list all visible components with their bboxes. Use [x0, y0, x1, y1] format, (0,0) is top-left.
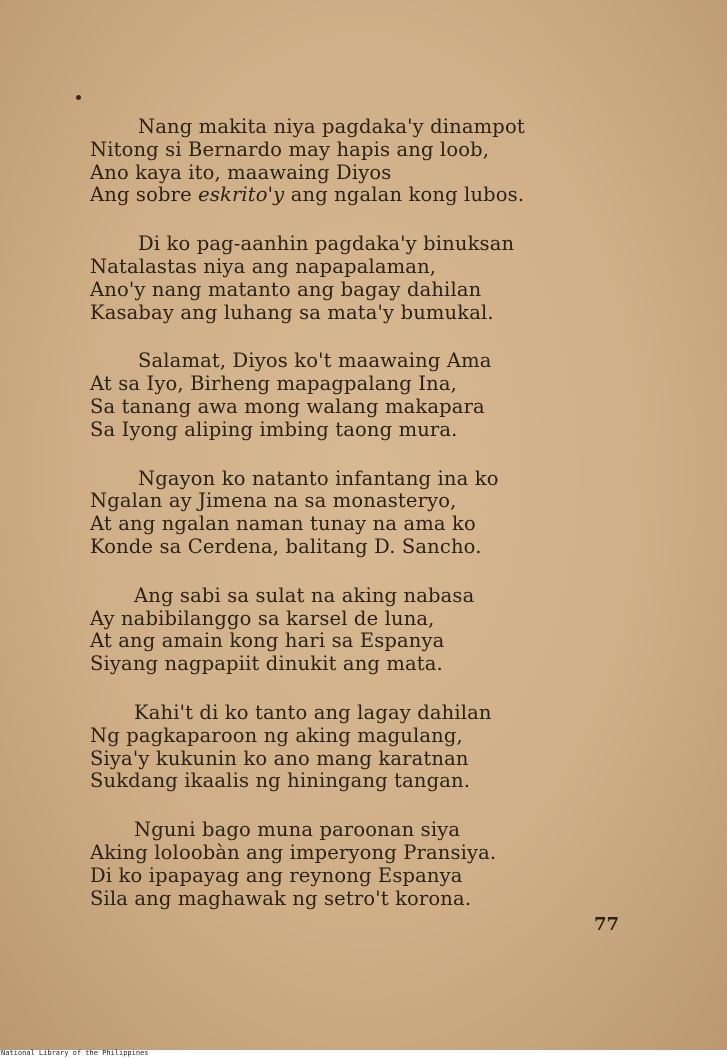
- poem-line: Nguni bago muna paroonan siya: [134, 818, 461, 842]
- poem-line: Konde sa Cerdena, balitang D. Sancho.: [90, 534, 482, 558]
- ink-speck: [76, 95, 81, 100]
- poem-line: Nitong si Bernardo may hapis ang loob,: [90, 137, 490, 161]
- poem-line: Sa Iyong aliping imbing taong mura.: [90, 417, 458, 441]
- poem-line: Siyang nagpapiit dinukit ang mata.: [90, 652, 443, 676]
- poem-line: Sila ang maghawak ng setro't korona.: [90, 886, 472, 910]
- poem-line: Di ko ipapayag ang reynong Espanya: [90, 863, 463, 887]
- poem-line: Ngayon ko natanto infantang ina ko: [138, 466, 499, 490]
- poem-line-text: ang ngalan kong lubos.: [284, 183, 525, 207]
- poem-line: Ng pagkaparoon ng aking magulang,: [90, 723, 463, 747]
- poem-line: Nang makita niya pagdaka'y dinampot: [138, 115, 525, 138]
- poem-line: Siya'y kukunin ko ano mang karatnan: [90, 746, 469, 770]
- poem-line: Natalastas niya ang napapalaman,: [90, 254, 437, 278]
- poem: [90, 116, 690, 936]
- poem-line: [90, 184, 690, 207]
- poem-line: Ano kaya ito, maawaing Diyos: [90, 160, 392, 184]
- poem-line: Kasabay ang luhang sa mata'y bumukal.: [90, 300, 494, 324]
- poem-line: At sa Iyo, Birheng mapagpalang Ina,: [90, 372, 457, 396]
- stanza-7: [90, 819, 690, 910]
- italic-word: eskrito'y: [198, 183, 285, 207]
- poem-line: Sa tanang awa mong walang makapara: [90, 394, 485, 418]
- poem-line-text: Ang sobre: [90, 183, 199, 207]
- footer-bar: [0, 1050, 727, 1058]
- poem-line: Salamat, Diyos ko't maawaing Ama: [138, 349, 492, 373]
- poem-line: Aking loloobàn ang imperyong Pransiya.: [90, 840, 497, 864]
- poem-line: At ang amain kong hari sa Espanya: [90, 629, 445, 653]
- page-number: 77: [594, 914, 620, 935]
- poem-line: Kahi't di ko tanto ang lagay dahilan: [134, 700, 492, 724]
- stanza-6: [90, 702, 690, 793]
- poem-line: Ay nabibilanggo sa karsel de luna,: [90, 606, 435, 630]
- poem-line: Sukdang ikaalis ng hiningang tangan.: [90, 769, 471, 793]
- poem-line: Di ko pag-aanhin pagdaka'y binuksan: [138, 232, 515, 256]
- stanza-2: [90, 233, 690, 324]
- library-credit: National Library of the Philippines: [1, 1049, 149, 1057]
- poem-line: At ang ngalan naman tunay na ama ko: [90, 512, 476, 536]
- stanza-4: [90, 468, 690, 559]
- poem-line: Ano'y nang matanto ang bagay dahilan: [90, 277, 482, 301]
- poem-line: Ngalan ay Jimena na sa monasteryo,: [90, 489, 457, 513]
- stanza-3: [90, 350, 690, 441]
- poem-line: Ang sabi sa sulat na aking nabasa: [134, 583, 475, 607]
- stanza-5: [90, 585, 690, 676]
- stanza-1: [90, 116, 690, 207]
